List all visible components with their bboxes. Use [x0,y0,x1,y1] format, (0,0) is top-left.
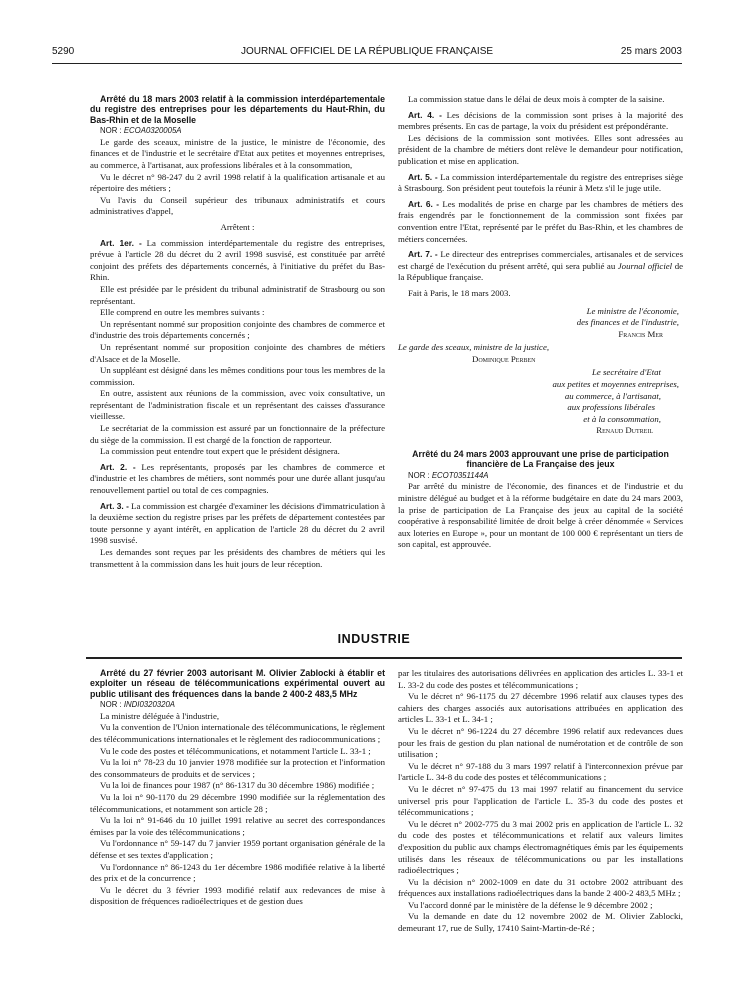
signatory-title: au commerce, à l'artisanat, [564,390,661,401]
column-top-left [90,94,385,570]
paragraph: Elle comprend en outre les membres suivants : [100,307,265,318]
nor-code: ECOT0351144A [431,470,489,480]
arrete3-title: Arrêté du 27 février 2003 autorisant M. Olivier Zablocki à établir et exploiter un réseau de télécommunications expérimental ouvert au public utilisant des fréquences dans la bande 2 400-2 483,5 MHz [90,668,385,699]
issue-date: 25 mars 2003 [620,46,682,57]
paragraph: Le secrétariat de la commission est assuré par un fonctionnaire de la préfecture du siège de la commission. Il est chargé de la fonction de rapporteur. [90,423,385,445]
paragraph: Vu le décret n° 96-1224 du 27 décembre 1996 relatif aux redevances dues pour les frais de gestion du plan national de numérotation et de contrôle de son utilisation ; [398,725,683,760]
paragraph: Vu le décret n° 97-475 du 13 mai 1997 relatif au financement du service universel pris pour l'application de l'article L. 35-3 du code des postes et télécommunications ; [398,783,683,818]
signatory-title: aux professions libérales [567,402,655,413]
nor-code: INDI0320320A [123,700,175,710]
article-text: de la République française. [398,260,684,283]
signatory-name: Renaud Dutreil [596,425,653,436]
article-text: La commission interdépartementale du registre des entreprises, prévue à l'article 28 du décret du 2 avril 1998 susvisé, est constituée par arrêté conjoint des préfets des départements concernés, à l'initiative du préfet du Bas-Rhin. [90,237,386,283]
article-7 [398,249,683,284]
article-5 [398,172,683,195]
article-text: La commission interdépartementale du registre des entreprises siège à Strasbourg. Son président peut toutefois la réunir à Metz s'il le juge utile. [398,171,684,194]
paragraph: Les demandes sont reçues par les présidents des chambres de métiers qui les transmettent à la commission dans les huit jours de leur réception. [90,547,385,569]
arrete3-nor [90,699,385,711]
article-text: Le directeur des entreprises commerciales, artisanales et de services est chargé de l'exécution du présent arrêté, qui sera publié au [398,249,683,271]
article-label: Art. 6. - [408,198,440,209]
section-rule [86,657,682,659]
signatory-name: Francis Mer [618,328,663,339]
nor-label: NOR : [100,126,122,136]
signatory-title: Le secrétaire d'Etat [592,367,661,378]
article-4 [398,110,683,133]
paragraph: Un suppléant est désigné dans les mêmes conditions pour tous les membres de la commission. [90,365,385,387]
paragraph: Vu le décret n° 96-1175 du 27 décembre 1996 relatif aux clauses types des cahiers des charges associés aux autorisations attribuées en application des articles L. 33-1 et L. 34-1 ; [398,691,683,725]
signatory-title: aux petites et moyennes entreprises, [552,379,679,390]
paragraph: Vu la loi n° 78-23 du 10 janvier 1978 modifiée sur la protection et l'information des consommateurs de produits et de services ; [90,757,385,779]
arrete1-nor [90,125,385,137]
arretent-heading: Arrêtent : [220,221,255,232]
paragraph: Un représentant nommé sur proposition conjointe des chambres de commerce et d'industrie des trois départements concernés ; [90,318,385,341]
article-1 [90,238,385,284]
arrete2-title: Arrêté du 24 mars 2003 approuvant une prise de participation financière de La Française des jeux [412,449,669,470]
paragraph: Vu la convention de l'Union internationale des télécommunications, le règlement des télécommunications internationales et le règlement des radiocommunications ; [90,722,385,744]
paragraph: Vu la décision n° 2002-1009 en date du 31 octobre 2002 attribuant des fréquences aux installations radioélectriques dans la bande 2 400-2 483,5 MHz ; [398,876,683,899]
paragraph: En outre, assistent aux réunions de la commission, avec voix consultative, un représentant de l'administration fiscale et un représentant des caisses d'assurance vieillesse. [90,388,385,422]
column-bottom-right [398,668,683,935]
article-2 [90,462,385,497]
signatory-title: et à la consommation, [583,413,661,424]
paragraph: Un représentant nommé sur proposition conjointe des chambres de métiers d'Alsace et de la Moselle. [90,341,385,364]
header-rule [52,63,682,64]
arrete2-nor [398,470,683,482]
article-label: Art. 7. - [408,249,438,260]
paragraph: Vu l'avis du Conseil supérieur des tribunaux administratifs et cours administratives d'appel, [90,194,385,217]
paragraph: Elle est présidée par le président du tribunal administratif de Strasbourg ou son représentant. [90,283,385,306]
paragraph: par les titulaires des autorisations délivrées en application des articles L. 33-1 et L. 33-2 du code des postes et télécommunications ; [398,668,683,690]
column-top-right [398,94,683,551]
paragraph: Vu le décret n° 97-188 du 3 mars 1997 relatif à l'interconnexion prévue par l'article L. 34-8 du code des postes et télécommunications ; [398,760,683,783]
paragraph: La commission statue dans le délai de deux mois à compter de la saisine. [408,94,665,104]
signatory-title: des finances et de l'industrie, [576,317,679,328]
paragraph: Vu le décret n° 98-247 du 2 avril 1998 relatif à la qualification artisanale et au répertoire des métiers ; [90,171,385,194]
journal-title: JOURNAL OFFICIEL DE LA RÉPUBLIQUE FRANÇAISE [240,46,494,57]
signatory-title: Le ministre de l'économie, [586,305,679,316]
paragraph: Vu l'ordonnance n° 59-147 du 7 janvier 1959 portant organisation générale de la défense et ses textes d'application ; [90,838,385,860]
article-label: Art. 3. - [100,500,129,511]
running-head [52,46,682,60]
journal-officiel-ref: Journal officiel [617,260,673,271]
paragraph: Vu la loi de finances pour 1987 (n° 86-1317 du 30 décembre 1986) modifiée ; [100,780,375,791]
paragraph: Le garde des sceaux, ministre de la justice, le ministre de l'économie, des finances et de l'industrie et le secrétaire d'Etat aux petites et moyennes entreprises, au commerce, à l'artisanat, aux professions libérales et à la consommation, [90,136,385,170]
article-label: Art. 4. - [408,109,442,120]
paragraph: Vu le code des postes et télécommunications, et notamment l'article L. 33-1 ; [100,745,371,756]
arrete1-title: Arrêté du 18 mars 2003 relatif à la commission interdépartementale du registre des entreprises pour les départements du Haut-Rhin, du Bas-Rhin et de la Moselle [90,94,385,125]
paragraph: Vu la loi n° 90-1170 du 29 décembre 1990 modifiée sur la réglementation des télécommunications, et notamment son article 28 ; [90,791,385,814]
nor-label: NOR : [408,470,430,480]
paragraph: Par arrêté du ministre de l'économie, des finances et de l'industrie et du ministre délégué au budget et à la réforme budgétaire en date du 24 mars 2003, la prise de participation de La Française des jeux au capital de la société coopérative à responsabilité limitée de droit belge à créer dénommée « Services aux loteries en Europe », pour un montant de 100 000 € représentant un tiers de son capital, est approuvée. [398,481,683,550]
paragraph: Vu le décret du 3 février 1993 modifié relatif aux redevances de mise à disposition de fréquences radioélectriques et de gestion dues [90,884,385,907]
done-at: Fait à Paris, le 18 mars 2003. [408,287,511,298]
nor-code: ECOA0320005A [123,126,182,136]
article-text: Les représentants, proposés par les chambres de commerce et d'industrie et les chambres de métiers, sont nommés pour une durée allant jusqu'au renouvellement partiel ou total de ces compagnies. [90,461,385,496]
signatory-name: Dominique Perben [472,353,536,364]
page-number: 5290 [52,46,75,57]
paragraph: Vu le décret n° 2002-775 du 3 mai 2002 pris en application de l'article L. 32 du code des postes et télécommunications et relatif aux valeurs limites d'exposition du public aux champs électromagnétiques émis par les équipements utilisés dans les réseaux de télécommunications ou par les installations radioélectriques ; [398,818,683,876]
signatory-title: Le garde des sceaux, ministre de la justice, [398,342,550,353]
article-3 [90,501,385,547]
article-text: La commission est chargée d'examiner les décisions d'immatriculation à la deuxième section du registre prises par les préfets de département contestées par toute personne y ayant intérêt, en application de l'article 28 du décret du 2 avril 1998 susvisé. [90,500,385,546]
paragraph: Vu la demande en date du 12 novembre 2002 de M. Olivier Zablocki, demeurant 17, rue de Sully, 17410 Saint-Martin-de-Ré ; [398,911,683,934]
paragraph: Vu l'accord donné par le ministère de la défense le 9 décembre 2002 ; [408,899,653,910]
paragraph: Vu l'ordonnance n° 86-1243 du 1er décembre 1986 modifiée relative à la liberté des prix et de la concurrence ; [90,861,385,884]
paragraph: La ministre déléguée à l'industrie, [100,710,220,721]
article-label: Art. 1er. - [100,237,142,248]
section-title: INDUSTRIE [337,632,411,646]
article-label: Art. 2. - [100,461,136,472]
article-label: Art. 5. - [408,171,438,182]
article-text: Les modalités de prise en charge par les chambres de métiers des frais engendrés par le fonctionnement de la commission sont fixées par convention entre l'Etat, représenté par le préfet du Bas-Rhin, et les chambres de métiers concernées. [398,198,684,244]
paragraph: La commission peut entendre tout expert que le président désignera. [100,446,340,457]
paragraph: Vu la loi n° 91-646 du 10 juillet 1991 relative au secret des correspondances émises par la voie des télécommunications ; [90,815,385,837]
article-text: Les décisions de la commission sont prises à la majorité des membres présents. En cas de partage, la voix du président est prépondérante. [398,109,683,132]
paragraph: Les décisions de la commission sont motivées. Elles sont adressées au président de la chambre de métiers dont relève le demandeur pour notification, publication et mise en application. [398,132,683,166]
column-bottom-left [90,668,385,908]
nor-label: NOR : [100,700,122,710]
article-6 [398,199,683,245]
